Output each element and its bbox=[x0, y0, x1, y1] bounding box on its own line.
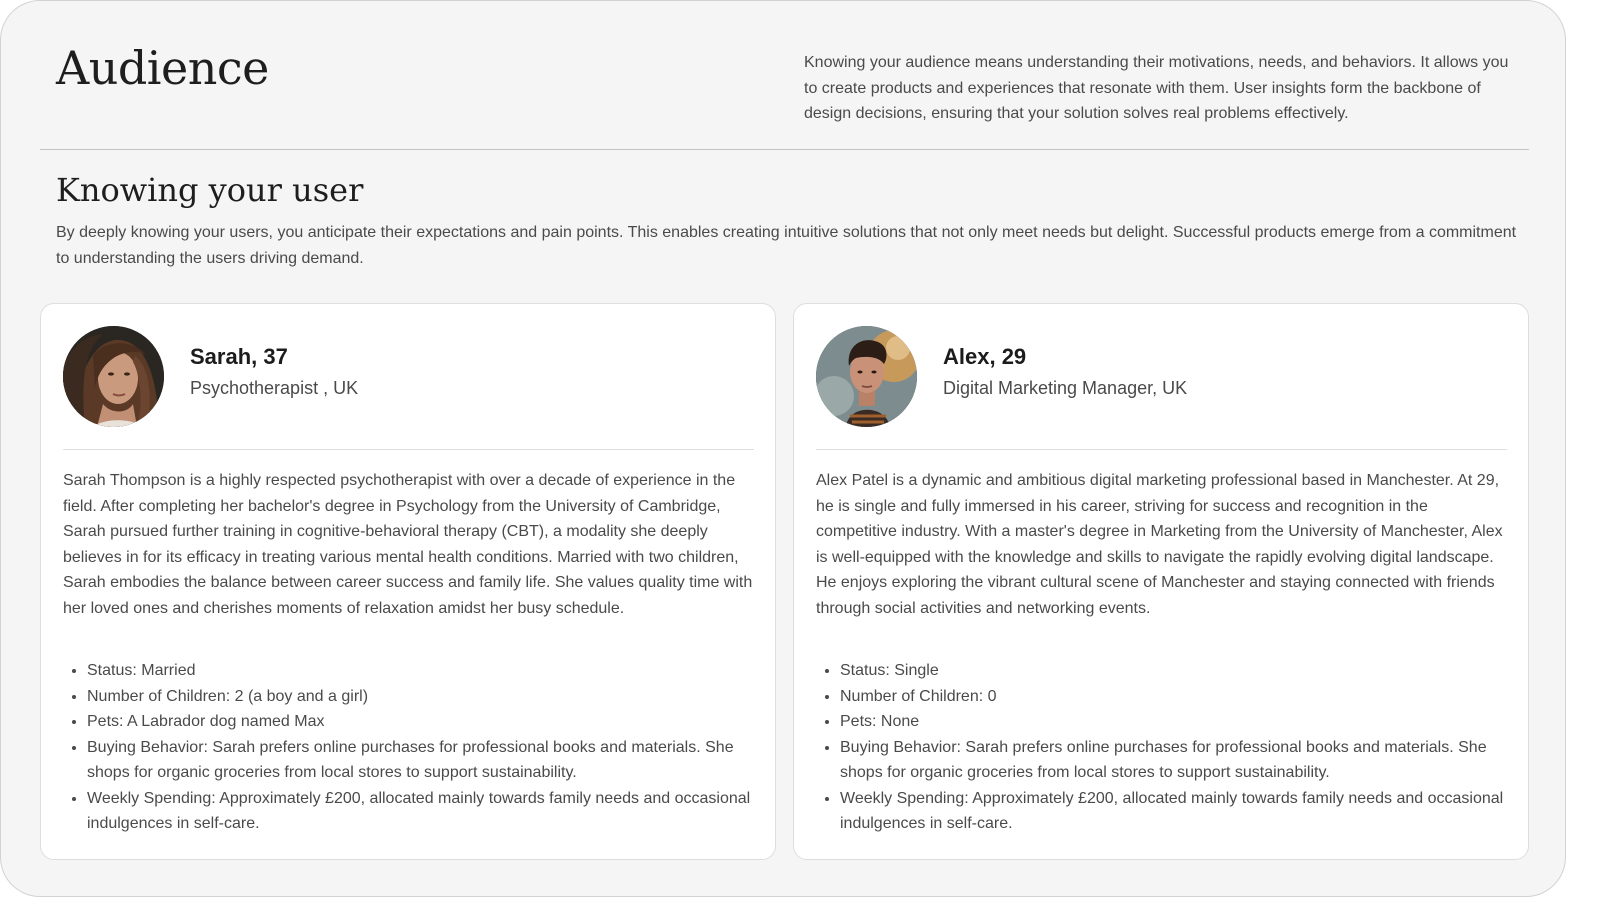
card-divider bbox=[63, 449, 754, 450]
persona-facts bbox=[63, 658, 757, 837]
fact-status: • Status: Married bbox=[87, 658, 757, 684]
card-divider bbox=[816, 449, 1507, 450]
fact-weekly-spending: • Weekly Spending: Approximately £200, allocated mainly towards family needs and occasional indulgences in self-care. bbox=[87, 786, 757, 837]
persona-card-alex bbox=[793, 303, 1529, 860]
section-title: Knowing your user bbox=[56, 171, 364, 209]
fact-pets: • Pets: None bbox=[840, 709, 1510, 735]
persona-facts bbox=[816, 658, 1510, 837]
header-divider bbox=[40, 149, 1529, 150]
avatar bbox=[816, 326, 917, 427]
page-title: Audience bbox=[56, 41, 269, 95]
fact-children: • Number of Children: 2 (a boy and a girl) bbox=[87, 684, 757, 710]
intro-text: Knowing your audience means understanding their motivations, needs, and behaviors. It allows you to create products and experiences that resonate with them. User insights form the backbone of design decisions, ensuring that your solution solves real problems effectively. bbox=[804, 54, 1509, 122]
persona-name: Sarah, 37 bbox=[190, 344, 288, 369]
fact-children: • Number of Children: 0 bbox=[840, 684, 1510, 710]
fact-buying-behavior: • Buying Behavior: Sarah prefers online purchases for professional books and materials. She shops for organic groceries from local stores to support sustainability. bbox=[840, 735, 1510, 786]
persona-bio: Alex Patel is a dynamic and ambitious digital marketing professional based in Manchester. At 29, he is single and fully immersed in his career, striving for success and recognition in the competitive industry. With a master's degree in Marketing from the University of Manchester, Alex is well-equipped with the knowledge and skills to navigate the rapidly evolving digital landscape. He enjoys exploring the vibrant cultural scene of Manchester and staying connected with friends through social activities and networking events. bbox=[816, 472, 1503, 617]
fact-buying-behavior: • Buying Behavior: Sarah prefers online purchases for professional books and materials. She shops for organic groceries from local stores to support sustainability. bbox=[87, 735, 757, 786]
persona-bio: Sarah Thompson is a highly respected psychotherapist with over a decade of experience in the field. After completing her bachelor's degree in Psychology from the University of Cambridge, Sarah pursued further training in cognitive-behavioral therapy (CBT), a modality she deeply believes in for its efficacy in treating various mental health conditions. Married with two children, Sarah embodies the balance between career success and family life. She values quality time with her loved ones and cherishes moments of relaxation amidst her busy schedule. bbox=[63, 472, 753, 617]
fact-weekly-spending: • Weekly Spending: Approximately £200, allocated mainly towards family needs and occasional indulgences in self-care. bbox=[840, 786, 1510, 837]
persona-card-sarah bbox=[40, 303, 776, 860]
persona-role: Digital Marketing Manager, UK bbox=[943, 378, 1188, 398]
persona-name: Alex, 29 bbox=[943, 344, 1027, 369]
section-description: By deeply knowing your users, you anticipate their expectations and pain points. This enables creating intuitive solutions that not only meet needs but delight. Successful products emerge from a commitment to understanding the users driving demand. bbox=[56, 224, 1517, 267]
fact-pets: • Pets: A Labrador dog named Max bbox=[87, 709, 757, 735]
avatar bbox=[63, 326, 164, 427]
persona-role: Psychotherapist , UK bbox=[190, 378, 359, 398]
fact-status: • Status: Single bbox=[840, 658, 1510, 684]
